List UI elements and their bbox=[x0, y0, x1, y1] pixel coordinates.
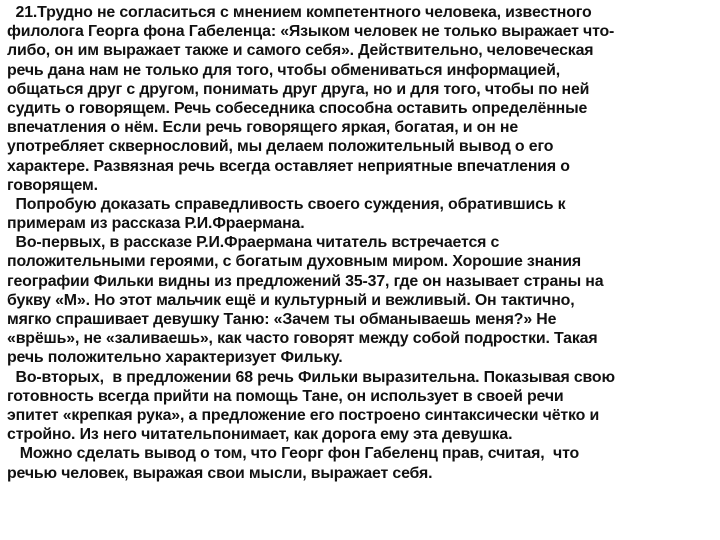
text-line: употребляет сквернословий, мы делаем положительный вывод о его bbox=[7, 138, 554, 156]
text-line: положительными героями, с богатым духовным миром. Хорошие знания bbox=[7, 253, 581, 271]
text-line: букву «М». Но этот мальчик ещё и культурный и вежливый. Он тактично, bbox=[7, 291, 575, 309]
text-line: мягко спрашивает девушку Таню: «Зачем ты обманываешь меня?» Не bbox=[7, 311, 557, 328]
text-line: филолога Георга фона Габеленца: «Языком человек не только выражает что- bbox=[7, 23, 615, 41]
text-line: географии Фильки видны из предложений 35-37, где он называет страны на bbox=[7, 272, 604, 290]
text-line: говорящем. bbox=[7, 176, 98, 194]
text-line: «врёшь», не «заливаешь», как часто говорят между собой подростки. Такая bbox=[7, 330, 598, 348]
text-line: Попробую доказать справедливость своего суждения, обратившись к bbox=[7, 195, 566, 213]
text-line: характере. Развязная речь всегда оставляет неприятные впечатления о bbox=[7, 157, 570, 175]
essay-text bbox=[7, 3, 715, 483]
text-line: примерам из рассказа Р.И.Фраермана. bbox=[7, 215, 305, 233]
text-line: речью человек, выражая свои мысли, выражает себя. bbox=[7, 464, 433, 482]
text-line: Во-первых, в рассказе Р.И.Фраермана читатель встречается с bbox=[7, 234, 500, 252]
text-line: Можно сделать вывод о том, что Георг фон Габеленц прав, считая, что bbox=[7, 445, 580, 463]
text-line: Во-вторых, в предложении 68 речь Фильки выразительна. Показывая свою bbox=[7, 368, 615, 386]
text-line: 21.Трудно не согласиться с мнением компетентного человека, известного bbox=[7, 4, 592, 21]
text-line: впечатления о нём. Если речь говорящего яркая, богатая, и он не bbox=[7, 119, 519, 137]
text-line: готовность всегда прийти на помощь Тане, он использует в своей речи bbox=[7, 387, 564, 405]
text-line: речь положительно характеризует Фильку. bbox=[7, 349, 343, 367]
text-line: судить о говорящем. Речь собеседника способна оставить определённые bbox=[7, 99, 588, 117]
text-line: либо, он им выражает также и самого себя». Действительно, человеческая bbox=[7, 42, 594, 60]
text-line: эпитет «крепкая рука», а предложение его построено синтаксически чётко и bbox=[7, 406, 600, 424]
text-line: речь дана нам не только для того, чтобы обмениваться информацией, bbox=[7, 61, 561, 79]
text-line: стройно. Из него читательпонимает, как дорога ему эта девушка. bbox=[7, 426, 513, 444]
text-line: общаться друг с другом, понимать друг друга, но и для того, чтобы по ней bbox=[7, 80, 590, 98]
